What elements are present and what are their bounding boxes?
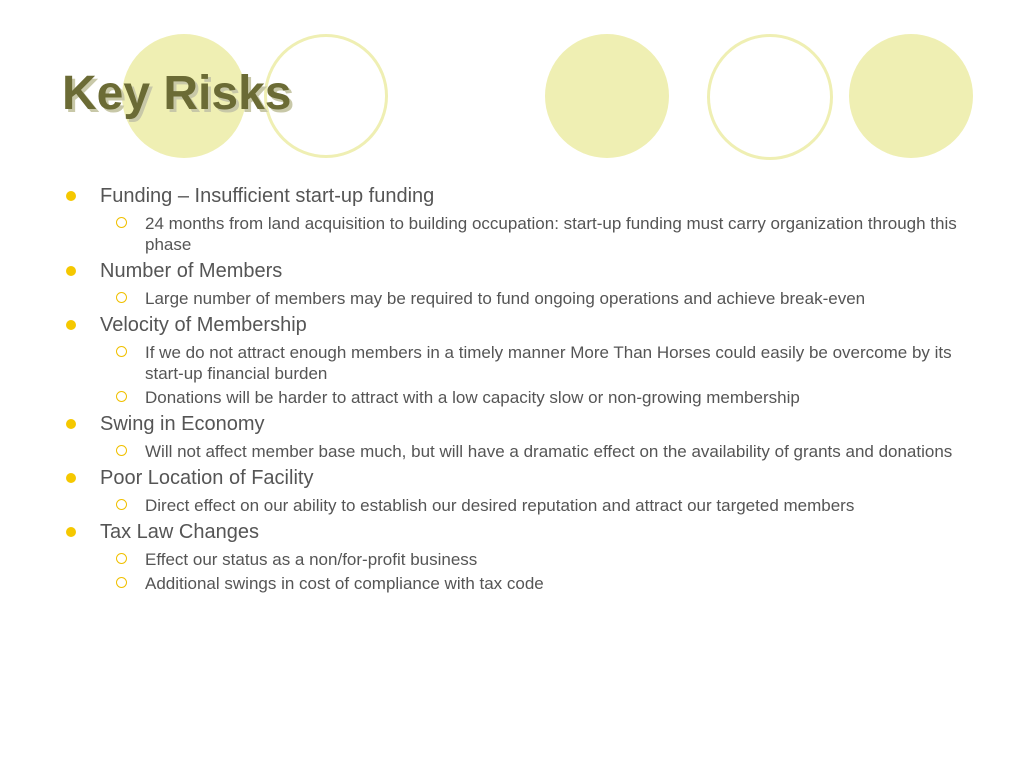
- hollow-bullet-icon: [116, 499, 127, 510]
- bullet-group-location: [66, 464, 966, 516]
- hollow-bullet-icon: [116, 217, 127, 228]
- filled-bullet-icon: [66, 473, 76, 483]
- hollow-bullet-icon: [116, 391, 127, 402]
- bullet-group-members: [66, 257, 966, 309]
- filled-bullet-icon: [66, 527, 76, 537]
- sub-bullet-item: [111, 288, 966, 309]
- bullet-group-velocity: [66, 311, 966, 408]
- sub-bullet-text: Donations will be harder to attract with a low capacity slow or non-growing membership: [145, 388, 800, 407]
- filled-bullet-icon: [66, 320, 76, 330]
- bullet-item: [66, 182, 966, 210]
- decorative-circle-filled: [849, 34, 973, 158]
- bullet-item: [66, 257, 966, 285]
- hollow-bullet-icon: [116, 346, 127, 357]
- bullet-text: Funding – Insufficient start-up funding: [100, 185, 435, 207]
- bullet-item: [66, 464, 966, 492]
- sub-bullet-text: If we do not attract enough members in a timely manner More Than Horses could easily be overcome by its start-up financial burden: [145, 343, 952, 383]
- bullet-text: Poor Location of Facility: [100, 467, 314, 489]
- hollow-bullet-icon: [116, 445, 127, 456]
- bullet-group-funding: [66, 182, 966, 255]
- sub-bullet-item: [111, 213, 966, 255]
- bullet-item: [66, 518, 966, 546]
- sub-bullet-text: Direct effect on our ability to establish our desired reputation and attract our targeted members: [145, 496, 855, 515]
- filled-bullet-icon: [66, 266, 76, 276]
- bullet-group-economy: [66, 410, 966, 462]
- bullet-text: Tax Law Changes: [100, 521, 259, 543]
- bullet-text: Velocity of Membership: [100, 314, 307, 336]
- sub-bullet-text: Additional swings in cost of compliance with tax code: [145, 574, 544, 593]
- bullet-text: Number of Members: [100, 260, 283, 282]
- bullet-list: [66, 182, 966, 596]
- slide-title: Key Risks: [62, 67, 292, 120]
- sub-bullet-item: [111, 387, 966, 408]
- filled-bullet-icon: [66, 191, 76, 201]
- sub-bullet-item: [111, 495, 966, 516]
- sub-bullet-text: 24 months from land acquisition to building occupation: start-up funding must carry organization through this phase: [145, 214, 957, 254]
- sub-bullet-item: [111, 342, 966, 384]
- bullet-item: [66, 410, 966, 438]
- bullet-item: [66, 311, 966, 339]
- filled-bullet-icon: [66, 419, 76, 429]
- bullet-text: Swing in Economy: [100, 413, 265, 435]
- hollow-bullet-icon: [116, 292, 127, 303]
- sub-bullet-item: [111, 441, 966, 462]
- hollow-bullet-icon: [116, 553, 127, 564]
- sub-bullet-text: Large number of members may be required to fund ongoing operations and achieve break-even: [145, 289, 866, 308]
- sub-bullet-text: Effect our status as a non/for-profit business: [145, 550, 478, 569]
- sub-bullet-item: [111, 549, 966, 570]
- decorative-circle-ring: [707, 34, 833, 160]
- sub-bullet-item: [111, 573, 966, 594]
- hollow-bullet-icon: [116, 577, 127, 588]
- sub-bullet-text: Will not affect member base much, but will have a dramatic effect on the availability of grants and donations: [145, 442, 953, 461]
- bullet-group-tax: [66, 518, 966, 594]
- decorative-circle-filled: [545, 34, 669, 158]
